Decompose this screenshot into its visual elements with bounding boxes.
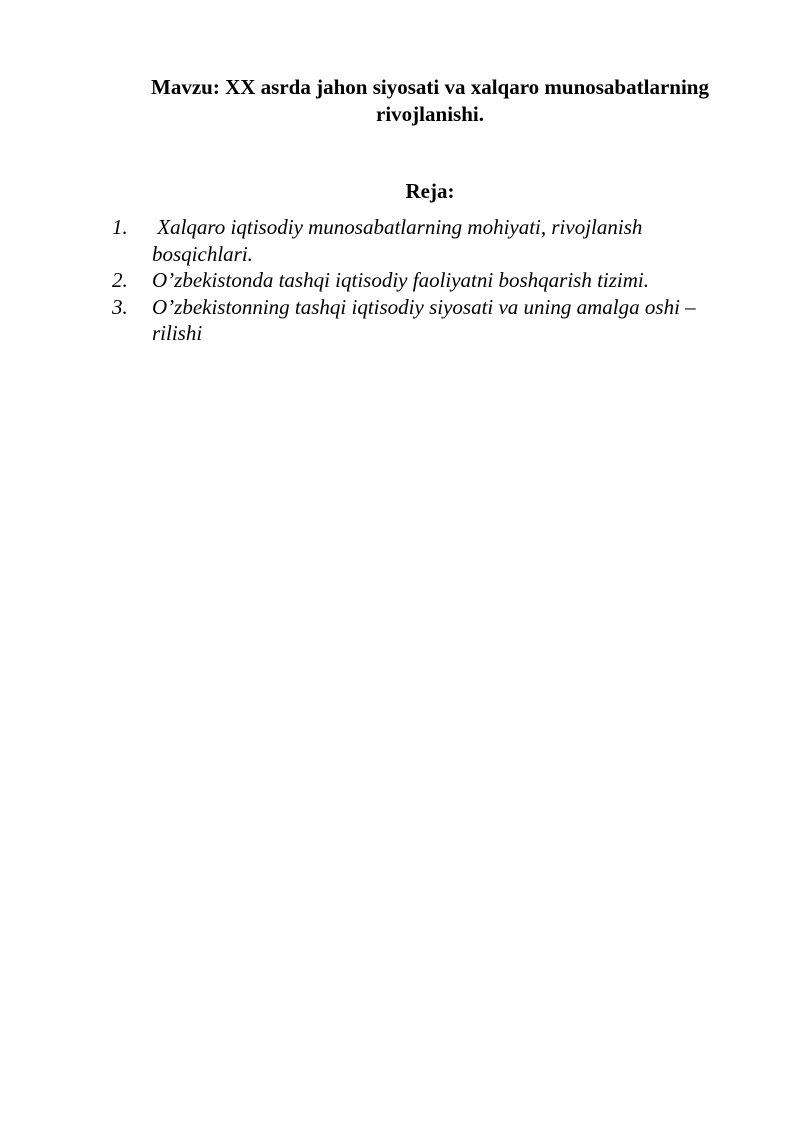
title-line-2: rivojlanishi. xyxy=(376,102,484,126)
plan-item-3 xyxy=(112,294,722,347)
plan-item-text: Xalqaro iqtisodiy munosabatlarning mohiyati, rivojlanish bosqichlari. xyxy=(152,215,648,266)
plan-item-2 xyxy=(112,267,722,294)
plan-item-text: O’zbekistonning tashqi iqtisodiy siyosati va uning amalga oshi – rilishi xyxy=(152,294,696,345)
plan-item-1 xyxy=(112,214,722,267)
plan-item-number: 2. xyxy=(112,268,128,292)
plan-item-number: 3. xyxy=(112,294,128,319)
title-line-1: Mavzu: XX asrda jahon siyosati va xalqaro munosabatlarning xyxy=(151,75,709,99)
plan-heading: Reja: xyxy=(405,179,455,203)
document-title xyxy=(140,74,720,128)
plan-item-number: 1. xyxy=(112,215,128,239)
plan-item-text: O’zbekistonda tashqi iqtisodiy faoliyatni boshqarish tizimi. xyxy=(152,268,650,292)
plan-list xyxy=(112,214,722,347)
